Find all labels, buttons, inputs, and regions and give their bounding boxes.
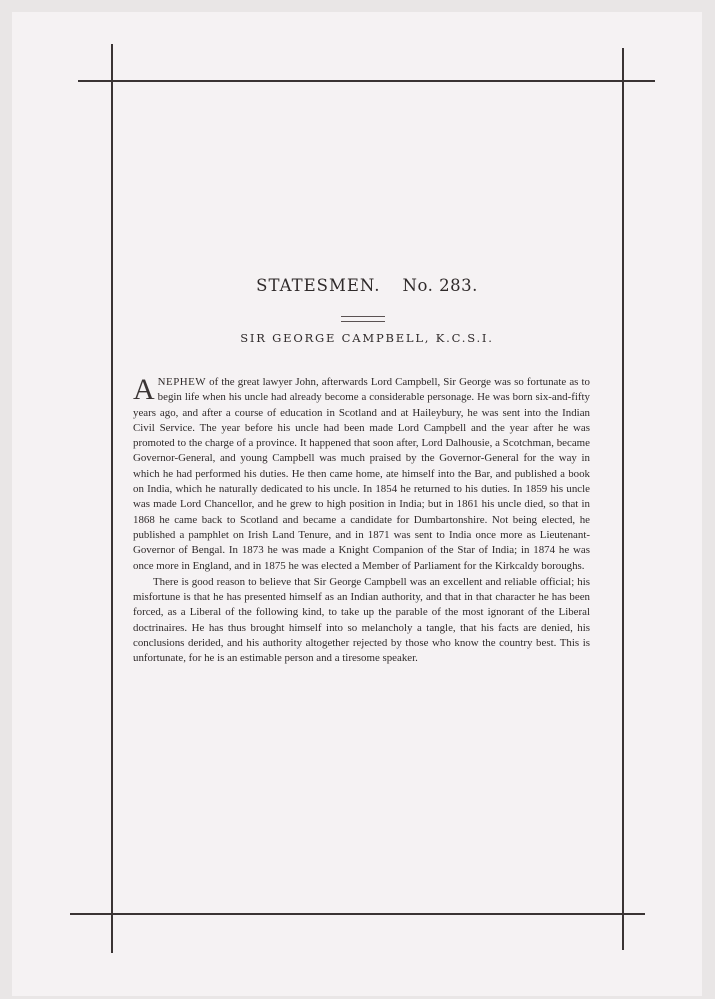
article-subtitle: SIR GEORGE CAMPBELL, K.C.S.I. (240, 331, 494, 345)
left-border-rule (111, 44, 113, 953)
series-title: STATESMEN. (256, 276, 381, 295)
top-border-rule (78, 80, 655, 82)
title-divider (341, 316, 385, 322)
drop-cap: A (133, 373, 155, 406)
right-border-rule (622, 48, 624, 950)
series-number: No. 283. (402, 276, 478, 295)
bottom-border-rule (70, 913, 645, 915)
paragraph-2: There is good reason to believe that Sir George Campbell was an excellent and reliable official; his misfortune is that he has presented himself as an Indian authority, and that in that character he has been forced, as a Liberal of the following kind, to take up the parable of the most ignorant of the Liberal doctrinaires. He has thus brought himself into so melancholy a tangle, that his facts are denied, his conclusions derided, and his authority altogether rejected by those who know the country best. This is unfortunate, for he is an estimable person and a tiresome speaker. (133, 575, 590, 665)
lead-word: NEPHEW (157, 376, 207, 388)
article-body (133, 375, 590, 667)
page-title (112, 276, 622, 295)
paragraph-1-text: of the great lawyer John, afterwards Lord Campbell, Sir George was so fortunate as to begin life when his uncle had already become a considerable personage. He was born six-and-fifty years ago, and after a course of education in Scotland and at Haileybury, he was sent into the Indian Civil Service. The year before his uncle had been made Lord Campbell and the year after he was promoted to the charge of a province. It happened that soon after, Lord Dalhousie, a Scotchman, became Governor-General, and young Campbell was much praised by the Governor-General for the way in which he had performed his duties. He then came home, ate himself into the Bar, and published a book on India, which he naturally dedicated to his uncle. In 1854 he returned to his duties. In 1859 his uncle was made Lord Chancellor, and he grew to high position in India; but in 1861 his uncle died, so that in 1868 he came back to Scotland and became a candidate for Dumbartonshire. Not being elected, he published a pamphlet on Irish Land Tenure, and in 1871 was sent to India once more as Lieutenant-Governor of Bengal. In 1873 he was made a Knight Companion of the Star of India; in 1874 he was once more in England, and in 1875 he was elected a Member of Parliament for the Kirkcaldy boroughs. (133, 376, 590, 572)
paragraph-1 (133, 375, 590, 574)
